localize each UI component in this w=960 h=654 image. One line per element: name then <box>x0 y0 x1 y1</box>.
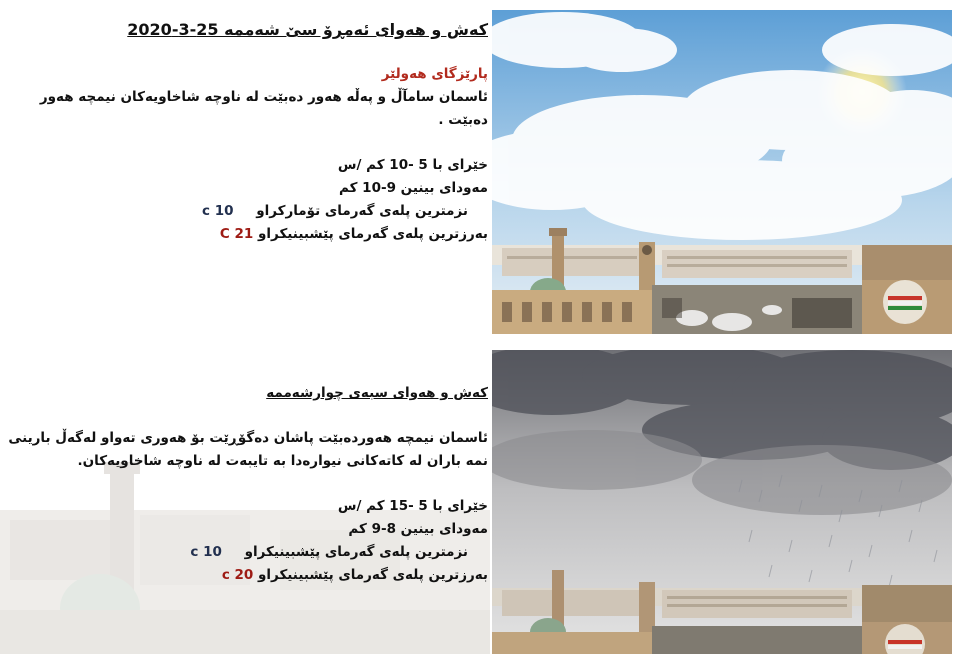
today-description: ئاسمان سامآڵ و پەڵە هەور دەبێت لە ناوچە شاخاویەکان نیمچە هەور دەبێت . <box>39 89 488 128</box>
tomorrow-low-value: 10 c <box>190 544 222 560</box>
today-forecast <box>0 18 488 246</box>
tomorrow-description: ئاسمان نیمچە هەوردەبێت پاشان دەگۆڕێت بۆ هەوری تەواو لەگەڵ بارینی نمە باران لە کاتەکانی نیوارەدا بە تایبەت لە ناوچە شاخاویەکان. <box>8 430 488 469</box>
tomorrow-weather-photo <box>492 350 952 654</box>
tomorrow-low-temp <box>0 541 468 564</box>
tomorrow-high-label: بەرزترین پلەی گەرمای پێشبینیکراو <box>258 567 488 583</box>
tomorrow-visibility: مەودای بینین 8-9 کم <box>348 521 488 537</box>
today-low-label: نزمترین پلەی گەرمای تۆمارکراو <box>256 203 468 219</box>
today-region: پارێزگای هەولێر <box>381 66 488 82</box>
today-high-temp <box>0 223 488 246</box>
today-high-label: بەرزترین پلەی گەرمای پێشبینیکراو <box>258 226 488 242</box>
today-high-value: 21 C <box>219 226 254 242</box>
today-wind: خێرای با 5 -10 کم /س <box>337 157 488 173</box>
tomorrow-title: کەش و هەوای سبەی چوارشەممە <box>266 385 488 401</box>
today-low-temp <box>0 200 468 223</box>
today-title: کەش و هەوای ئەمڕۆ سێ شەممە 25-3-2020 <box>127 20 488 39</box>
tomorrow-low-label: نزمترین پلەی گەرمای پێشبینیکراو <box>244 544 468 560</box>
today-low-value: 10 c <box>201 203 234 219</box>
today-visibility: مەودای بینین 9-10 کم <box>339 180 488 196</box>
today-weather-photo <box>492 10 952 334</box>
tomorrow-high-temp <box>0 564 488 587</box>
tomorrow-forecast <box>0 382 488 587</box>
tomorrow-wind: خێرای با 5 -15 کم /س <box>337 498 488 514</box>
tomorrow-high-value: 20 c <box>221 567 254 583</box>
